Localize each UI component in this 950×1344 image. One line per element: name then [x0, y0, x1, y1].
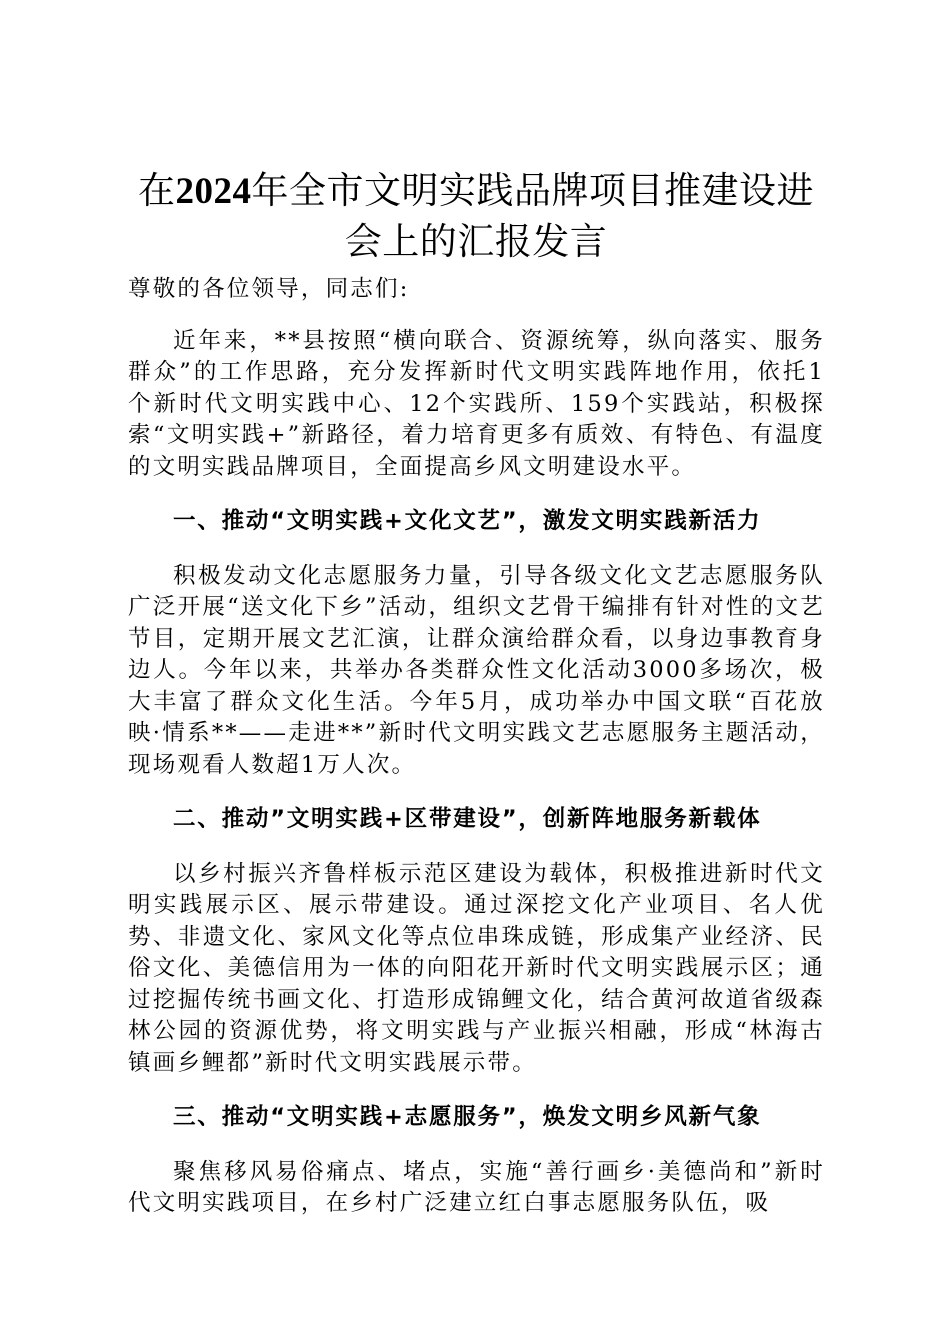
- section-heading-1: 一、推动“文明实践+文化文艺”，激发文明实践新活力: [173, 508, 762, 534]
- document-body: [128, 274, 825, 1220]
- intro-paragraph: 近年来，**县按照“横向联合、资源统筹，纵向落实、服务群众”的工作思路，充分发挥新时代文明实践阵地作用，依托1个新时代文明实践中心、12个实践所、159个实践站，积极探索“文明实践+”新路径，着力培育更多有质效、有特色、有温度的文明实践品牌项目，全面提高乡风文明建设水平。: [128, 327, 825, 480]
- section-body-3: 聚焦移风易俗痛点、堵点，实施“善行画乡·美德尚和”新时代文明实践项目，在乡村广泛建立红白事志愿服务队伍，吸: [128, 1158, 825, 1216]
- title-year: 2024: [175, 171, 252, 212]
- title-prefix: 在: [138, 169, 176, 212]
- section-body-2: 以乡村振兴齐鲁样板示范区建设为载体，积极推进新时代文明实践展示区、展示带建设。通过深挖文化产业项目、名人优势、非遗文化、家风文化等点位串珠成链，形成集产业经济、民俗文化、美德信用为一体的向阳花开新时代文明实践展示区；通过挖掘传统书画文化、打造形成锦鲤文化，结合黄河故道省级森林公园的资源优势，将文明实践与产业振兴相融，形成“林海古镇画乡鲤都”新时代文明实践展示带。: [128, 860, 825, 1076]
- section-body-1: 积极发动文化志愿服务力量，引导各级文化文艺志愿服务队广泛开展“送文化下乡”活动，组织文艺骨干编排有针对性的文艺节目，定期开展文艺汇演，让群众演给群众看，以身边事教育身边人。今年以来，共举办各类群众性文化活动3000多场次，极大丰富了群众文化生活。今年5月，成功举办中国文联“百花放映·情系**——走进**”新时代文明实践文艺志愿服务主题活动，现场观看人数超1万人次。: [128, 562, 825, 778]
- title-rest: 年全市文明实践品牌项目推建设进会上的汇报发言: [251, 169, 814, 263]
- greeting: 尊敬的各位领导，同志们:: [128, 276, 410, 302]
- section-heading-2: 二、推动”文明实践+区带建设”，创新阵地服务新载体: [173, 806, 762, 832]
- section-heading-3: 三、推动“文明实践+志愿服务”，焕发文明乡风新气象: [173, 1104, 762, 1130]
- document-title: [120, 166, 832, 267]
